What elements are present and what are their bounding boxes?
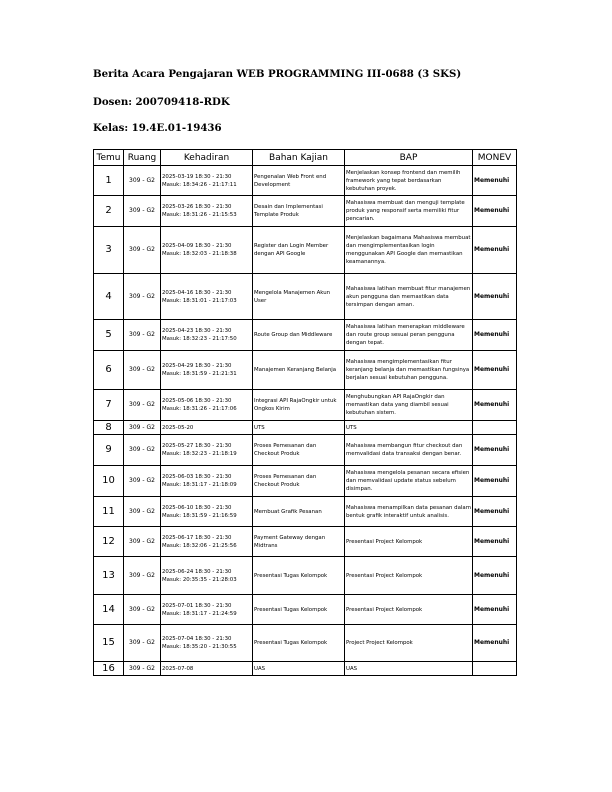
room-cell: 309 - G2 [124,166,161,196]
check-in-time: Masuk: 18:32:03 - 21:18:38 [162,251,237,257]
attendance-cell [161,625,253,662]
schedule-time: 2025-07-08 [162,665,194,672]
bap-cell: Menjelaskan bagaimana Mahasiswa membuat dan mengimplementasikan login menggunakan API Google dan memastikan keamanannya. [345,227,473,274]
room-cell: 309 - G2 [124,662,161,676]
topic-cell: Register dan Login Member dengan API Google [253,227,345,274]
table-row [94,435,517,466]
check-in-time: Masuk: 20:35:35 - 21:28:03 [162,576,237,583]
schedule-time: 2025-05-20 [162,424,194,431]
room-cell: 309 - G2 [124,497,161,527]
monev-cell: Memenuhi [473,227,517,274]
schedule-time: 2025-06-10 18:30 - 21:30 [162,504,232,511]
meeting-number: 7 [94,390,124,421]
topic-cell: Presentasi Tugas Kelompok [253,625,345,662]
monev-cell: Memenuhi [473,435,517,466]
schedule-time: 2025-06-03 18:30 - 21:30 [162,474,232,480]
table-row [94,351,517,390]
topic-cell: Presentasi Tugas Kelompok [253,595,345,625]
room-cell: 309 - G2 [124,435,161,466]
check-in-time: Masuk: 18:32:06 - 21:25:56 [162,542,237,549]
table-row [94,166,517,196]
schedule-time: 2025-07-01 18:30 - 21:30 [162,602,232,609]
check-in-time: Masuk: 18:31:17 - 21:18:09 [162,482,237,488]
schedule-time: 2025-04-09 18:30 - 21:30 [162,243,232,249]
table-body [94,166,517,676]
room-cell: 309 - G2 [124,320,161,351]
col-header-monev: MONEV [473,150,517,166]
table-row [94,466,517,497]
room-cell: 309 - G2 [124,390,161,421]
table-row [94,227,517,274]
check-in-time: Masuk: 18:35:20 - 21:30:55 [162,644,237,650]
room-cell: 309 - G2 [124,227,161,274]
attendance-cell [161,390,253,421]
topic-cell: Mengelola Manajemen Akun User [253,274,345,320]
room-cell: 309 - G2 [124,196,161,227]
class-line: Kelas: 19.4E.01-19436 [93,122,222,134]
table-row [94,196,517,227]
check-in-time: Masuk: 18:31:01 - 21:17:03 [162,297,237,304]
table-row [94,390,517,421]
monev-cell: Memenuhi [473,466,517,497]
topic-cell: Membuat Grafik Pesanan [253,497,345,527]
check-in-time: Masuk: 18:31:17 - 21:24:59 [162,610,237,617]
attendance-cell [161,166,253,196]
room-cell: 309 - G2 [124,466,161,497]
col-header-ruang: Ruang [124,150,161,166]
table-header-row [94,150,517,166]
check-in-time: Masuk: 18:32:23 - 21:17:50 [162,336,237,342]
monev-cell: Memenuhi [473,196,517,227]
attendance-cell [161,196,253,227]
attendance-cell [161,557,253,595]
attendance-cell [161,320,253,351]
table-row [94,595,517,625]
room-cell: 309 - G2 [124,625,161,662]
lecturer-line: Dosen: 200709418-RDK [93,96,230,108]
attendance-cell [161,274,253,320]
topic-cell: Proses Pemesanan dan Checkout Produk [253,466,345,497]
bap-cell: Mahasiswa mengimplementasikan fitur keranjang belanja dan memastikan fungsinya berjalan sesuai kebutuhan pengguna. [345,351,473,390]
meeting-number: 16 [94,662,124,676]
table-row [94,625,517,662]
bap-cell: Mahasiswa mengelola pesanan secara efisien dan memvalidasi update status sebelum disimpan. [345,466,473,497]
bap-cell: UAS [345,662,473,676]
schedule-time: 2025-03-19 18:30 - 21:30 [162,173,232,180]
col-header-bahan-kajian: Bahan Kajian [253,150,345,166]
meeting-number: 8 [94,421,124,435]
bap-cell: Presentasi Project Kelompok [345,527,473,557]
monev-cell: Memenuhi [473,320,517,351]
monev-cell: Memenuhi [473,274,517,320]
meeting-number: 6 [94,351,124,390]
room-cell: 309 - G2 [124,595,161,625]
teaching-log-table [93,149,517,676]
check-in-time: Masuk: 18:34:26 - 21:17:11 [162,181,237,188]
topic-cell: Proses Pemesanan dan Checkout Produk [253,435,345,466]
bap-cell: Presentasi Project Kelompok [345,557,473,595]
table-row [94,557,517,595]
bap-cell: Project Project Kelompok [345,625,473,662]
table-row [94,662,517,676]
schedule-time: 2025-07-04 18:30 - 21:30 [162,636,232,642]
meeting-number: 14 [94,595,124,625]
attendance-cell [161,351,253,390]
monev-cell: Memenuhi [473,497,517,527]
schedule-time: 2025-05-06 18:30 - 21:30 [162,398,232,404]
meeting-number: 10 [94,466,124,497]
monev-cell [473,662,517,676]
check-in-time: Masuk: 18:31:59 - 21:21:31 [162,371,237,377]
col-header-temu: Temu [94,150,124,166]
topic-cell: Pengenalan Web Front end Development [253,166,345,196]
document-title: Berita Acara Pengajaran WEB PROGRAMMING III-0688 (3 SKS) [93,68,462,80]
topic-cell: Desain dan Implementasi Template Produk [253,196,345,227]
bap-cell: Presentasi Project Kelompok [345,595,473,625]
room-cell: 309 - G2 [124,557,161,595]
schedule-time: 2025-06-24 18:30 - 21:30 [162,568,232,575]
bap-cell: Mahasiswa latihan menerapkan middleware dan route group sesuai peran pengguna dengan tepat. [345,320,473,351]
meeting-number: 12 [94,527,124,557]
schedule-time: 2025-05-27 18:30 - 21:30 [162,443,232,449]
check-in-time: Masuk: 18:31:26 - 21:15:53 [162,212,237,218]
topic-cell: Payment Gateway dengan Midtrans [253,527,345,557]
monev-cell: Memenuhi [473,625,517,662]
meeting-number: 11 [94,497,124,527]
meeting-number: 15 [94,625,124,662]
topic-cell: Route Group dan Middleware [253,320,345,351]
meeting-number: 2 [94,196,124,227]
attendance-cell [161,497,253,527]
bap-cell: Menjelaskan konsep frontend dan memilih framework yang tepat berdasarkan kebutuhan proyek. [345,166,473,196]
check-in-time: Masuk: 18:31:59 - 21:16:59 [162,512,237,519]
table-row [94,320,517,351]
table-row [94,527,517,557]
bap-cell: Mahasiswa menampilkan data pesanan dalam bentuk grafik interaktif untuk analisis. [345,497,473,527]
monev-cell [473,421,517,435]
schedule-time: 2025-04-23 18:30 - 21:30 [162,328,232,334]
attendance-cell [161,466,253,497]
room-cell: 309 - G2 [124,351,161,390]
bap-cell: UTS [345,421,473,435]
monev-cell: Memenuhi [473,390,517,421]
room-cell: 309 - G2 [124,421,161,435]
table-row [94,497,517,527]
room-cell: 309 - G2 [124,274,161,320]
check-in-time: Masuk: 18:31:26 - 21:17:06 [162,406,237,412]
monev-cell: Memenuhi [473,166,517,196]
attendance-cell [161,227,253,274]
meeting-number: 3 [94,227,124,274]
table-row [94,274,517,320]
topic-cell: Manajemen Keranjang Belanja [253,351,345,390]
bap-cell: Menghubungkan API RajaOngkir dan memastikan data yang diambil sesuai kebutuhan sistem. [345,390,473,421]
meeting-number: 9 [94,435,124,466]
meeting-number: 13 [94,557,124,595]
col-header-bap: BAP [345,150,473,166]
schedule-time: 2025-03-26 18:30 - 21:30 [162,204,232,210]
room-cell: 309 - G2 [124,527,161,557]
topic-cell: UTS [253,421,345,435]
bap-cell: Mahasiswa membangun fitur checkout dan memvalidasi data transaksi dengan benar. [345,435,473,466]
meeting-number: 1 [94,166,124,196]
topic-cell: UAS [253,662,345,676]
attendance-cell [161,662,253,676]
topic-cell: Presentasi Tugas Kelompok [253,557,345,595]
attendance-cell [161,421,253,435]
attendance-cell [161,595,253,625]
schedule-time: 2025-04-16 18:30 - 21:30 [162,289,232,296]
monev-cell: Memenuhi [473,595,517,625]
meeting-number: 4 [94,274,124,320]
monev-cell: Memenuhi [473,527,517,557]
table-row [94,421,517,435]
bap-cell: Mahasiswa membuat dan menguji template produk yang responsif serta memiliki fitur pencarian. [345,196,473,227]
monev-cell: Memenuhi [473,351,517,390]
attendance-cell [161,527,253,557]
meeting-number: 5 [94,320,124,351]
bap-cell: Mahasiswa latihan membuat fitur manajemen akun pengguna dan memastikan data tersimpan dengan aman. [345,274,473,320]
schedule-time: 2025-06-17 18:30 - 21:30 [162,534,232,541]
topic-cell: Integrasi API RajaOngkir untuk Ongkos Kirim [253,390,345,421]
attendance-cell [161,435,253,466]
monev-cell: Memenuhi [473,557,517,595]
check-in-time: Masuk: 18:32:23 - 21:18:19 [162,451,237,457]
schedule-time: 2025-04-29 18:30 - 21:30 [162,363,232,369]
col-header-kehadiran: Kehadiran [161,150,253,166]
